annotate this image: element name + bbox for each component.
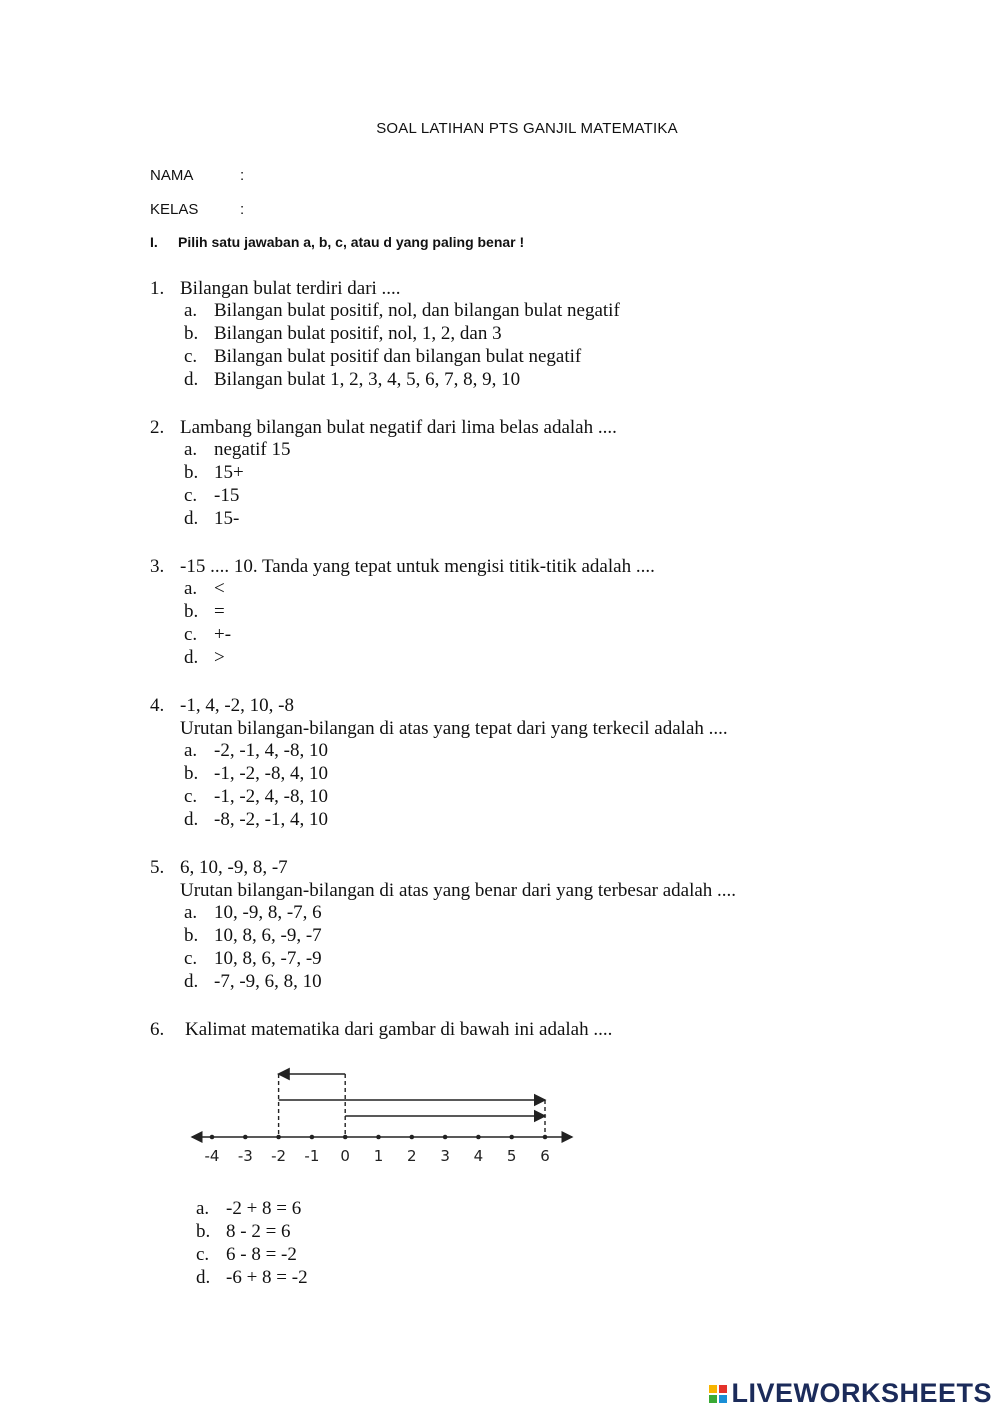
- option-text: 15+: [214, 462, 244, 483]
- option-text: 10, 8, 6, -9, -7: [214, 925, 322, 946]
- option-letter: b.: [184, 462, 199, 483]
- option-letter: d.: [184, 647, 199, 668]
- option-text: -2 + 8 = 6: [226, 1198, 302, 1219]
- option-text: 6 - 8 = -2: [226, 1244, 297, 1265]
- tick-mark: [410, 1135, 415, 1140]
- option-letter: a.: [184, 300, 198, 321]
- class-field: [150, 201, 245, 218]
- logo-square: [719, 1385, 727, 1393]
- option-letter: b.: [184, 925, 199, 946]
- class-colon: :: [240, 201, 245, 218]
- option-text: <: [214, 578, 225, 599]
- question-text: -15 .... 10. Tanda yang tepat untuk mengisi titik-titik adalah ....: [180, 556, 655, 577]
- option-text: Bilangan bulat 1, 2, 3, 4, 5, 6, 7, 8, 9, 10: [214, 369, 521, 390]
- question-text: Lambang bilangan bulat negatif dari lima belas adalah ....: [180, 417, 617, 438]
- option-letter: c.: [196, 1244, 210, 1265]
- option-text: 15-: [214, 508, 240, 529]
- option-letter: d.: [184, 809, 199, 830]
- tick-label: -1: [304, 1147, 320, 1165]
- option-text: +-: [214, 624, 232, 645]
- tick-label: 0: [340, 1147, 350, 1165]
- option-text: -7, -9, 6, 8, 10: [214, 971, 322, 992]
- logo-square: [709, 1395, 717, 1403]
- option-text: -15: [214, 485, 240, 506]
- question-text: -1, 4, -2, 10, -8: [180, 695, 294, 716]
- tick-label: -4: [204, 1147, 220, 1165]
- instruction-number: I.: [150, 234, 158, 250]
- option-letter: a.: [184, 578, 198, 599]
- class-label: KELAS: [150, 201, 199, 218]
- question-number: 3.: [150, 556, 165, 577]
- option-text: -6 + 8 = -2: [226, 1267, 308, 1288]
- question-text: Kalimat matematika dari gambar di bawah ini adalah ....: [185, 1019, 613, 1040]
- question-text: Urutan bilangan-bilangan di atas yang tepat dari yang terkecil adalah ....: [180, 718, 728, 739]
- option-text: 8 - 2 = 6: [226, 1221, 291, 1242]
- option-letter: a.: [184, 902, 198, 923]
- tick-label: 2: [407, 1147, 417, 1165]
- option-letter: c.: [184, 624, 198, 645]
- logo-icon: [709, 1385, 727, 1403]
- option-letter: d.: [184, 508, 199, 529]
- tick-label: 1: [373, 1147, 384, 1165]
- logo-square: [709, 1385, 717, 1393]
- question-number: 1.: [150, 278, 165, 299]
- option-letter: d.: [184, 369, 199, 390]
- tick-label: 6: [540, 1147, 550, 1165]
- worksheet-title: SOAL LATIHAN PTS GANJIL MATEMATIKA: [376, 120, 678, 137]
- number-line-figure: [180, 1060, 580, 1170]
- option-text: -1, -2, -8, 4, 10: [214, 763, 328, 784]
- tick-mark: [509, 1135, 514, 1140]
- tick-label: 3: [440, 1147, 450, 1165]
- tick-label: -2: [271, 1147, 287, 1165]
- option-letter: c.: [184, 346, 198, 367]
- option-letter: a.: [196, 1198, 210, 1219]
- instruction-text: Pilih satu jawaban a, b, c, atau d yang paling benar !: [178, 234, 525, 250]
- option-letter: b.: [196, 1221, 211, 1242]
- logo-square: [719, 1395, 727, 1403]
- option-text: Bilangan bulat positif, nol, 1, 2, dan 3: [214, 323, 502, 344]
- option-letter: a.: [184, 439, 198, 460]
- option-letter: a.: [184, 740, 198, 761]
- option-letter: b.: [184, 763, 199, 784]
- option-text: -8, -2, -1, 4, 10: [214, 809, 328, 830]
- question-number: 2.: [150, 417, 165, 438]
- name-colon: :: [240, 167, 245, 184]
- option-text: -2, -1, 4, -8, 10: [214, 740, 328, 761]
- option-text: 10, -9, 8, -7, 6: [214, 902, 322, 923]
- tick-label: 5: [506, 1147, 517, 1165]
- option-text: -1, -2, 4, -8, 10: [214, 786, 328, 807]
- option-letter: b.: [184, 323, 199, 344]
- option-letter: b.: [184, 601, 199, 622]
- question-text: Bilangan bulat terdiri dari ....: [180, 278, 401, 299]
- option-letter: c.: [184, 786, 198, 807]
- tick-mark: [343, 1135, 348, 1140]
- liveworksheets-logo[interactable]: [709, 1378, 992, 1409]
- option-letter: c.: [184, 948, 198, 969]
- tick-mark: [310, 1135, 315, 1140]
- tick-label: -3: [237, 1147, 253, 1165]
- option-text: Bilangan bulat positif dan bilangan bulat negatif: [214, 346, 582, 367]
- question-number: 5.: [150, 857, 165, 878]
- option-letter: d.: [184, 971, 199, 992]
- question-number: 4.: [150, 695, 165, 716]
- option-letter: c.: [184, 485, 198, 506]
- tick-label: 4: [473, 1147, 484, 1165]
- logo-text: LIVEWORKSHEETS: [731, 1378, 992, 1408]
- tick-mark: [443, 1135, 448, 1140]
- number-line-ticks: [205, 1135, 550, 1165]
- option-text: Bilangan bulat positif, nol, dan bilangan bulat negatif: [214, 300, 620, 321]
- option-letter: d.: [196, 1267, 211, 1288]
- tick-mark: [276, 1135, 281, 1140]
- question-number: 6.: [150, 1019, 165, 1040]
- number-line-arrows: [279, 1074, 545, 1137]
- name-field: [150, 167, 245, 184]
- tick-mark: [210, 1135, 215, 1140]
- tick-mark: [376, 1135, 381, 1140]
- option-text: 10, 8, 6, -7, -9: [214, 948, 322, 969]
- tick-mark: [476, 1135, 481, 1140]
- option-text: negatif 15: [214, 439, 291, 460]
- option-text: =: [214, 601, 225, 622]
- question-text: 6, 10, -9, 8, -7: [180, 857, 288, 878]
- option-text: >: [214, 647, 225, 668]
- question-text: Urutan bilangan-bilangan di atas yang benar dari yang terbesar adalah ....: [180, 880, 737, 901]
- name-label: NAMA: [150, 167, 194, 184]
- tick-mark: [243, 1135, 248, 1140]
